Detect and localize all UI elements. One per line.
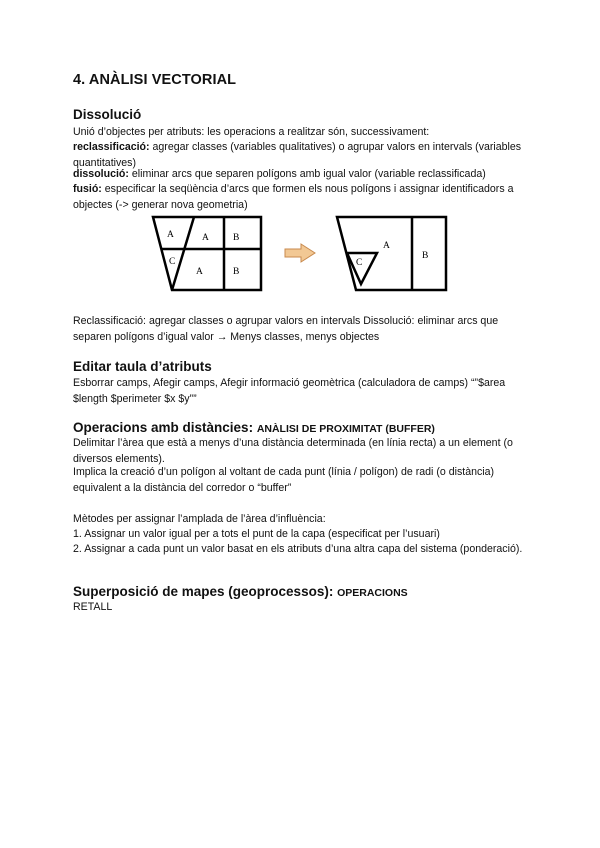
item-text: especificar la seqüència d’arcs que formen els nous polígons i assignar identificadors a objectes (-> generar nova geometria) <box>73 183 514 211</box>
dissolucio-intro: Unió d’objectes per atributs: les operacions a realitzar són, successivament: <box>73 126 430 138</box>
dissolucio-item-dissolucio <box>73 167 543 183</box>
editar-text: Esborrar camps, Afegir camps, Afegir informació geomètrica (calculadora de camps) “”$area $length $perimeter $x $y”” <box>73 377 506 405</box>
item-text: eliminar arcs que separen polígons amb igual valor (variable reclassificada) <box>128 168 486 180</box>
metode-item: 2. Assignar a cada punt un valor basat en els atributs d’una altra capa del sistema (ponderació). <box>73 543 523 555</box>
metodes-intro: Mètodes per assignar l’amplada de l’àrea d’influència: <box>73 513 326 525</box>
left-diagram <box>153 217 261 290</box>
item-label: reclassificació: <box>73 141 150 153</box>
operacions-para2: Implica la creació d’un polígon al voltant de cada punt (línia / polígon) de radi (o distància) equivalent a la distància del corredor o “buffer” <box>73 466 495 494</box>
region-label: A <box>167 230 174 240</box>
heading-main: Operacions amb distàncies: <box>73 420 257 435</box>
region-label: C <box>356 258 363 268</box>
region-label: B <box>233 233 240 243</box>
heading-dissolucio: Dissolució <box>73 107 142 122</box>
heading-superposicio <box>73 584 408 599</box>
item-label: dissolució: <box>73 168 129 180</box>
region-label: B <box>233 267 240 277</box>
dissolucio-item-fusio <box>73 182 543 213</box>
item-text: agregar classes (variables qualitatives) o agrupar valors en intervals (variables quantitatives) <box>73 141 522 169</box>
region-label: B <box>422 251 429 261</box>
metode-item: 1. Assignar un valor igual per a tots el punt de la capa (especificat per l’usuari) <box>73 528 440 540</box>
heading-sub: ANÀLISI DE PROXIMITAT (BUFFER) <box>256 423 435 435</box>
page-title: 4. ANÀLISI VECTORIAL <box>73 72 237 88</box>
region-label: C <box>169 257 176 267</box>
right-diagram <box>337 217 446 290</box>
item-label: fusió: <box>73 183 102 195</box>
left-divider-slant <box>172 217 194 290</box>
heading-editar: Editar taula d’atributs <box>73 359 212 374</box>
left-outline <box>153 217 261 290</box>
region-label: A <box>383 241 390 251</box>
region-label: A <box>202 233 209 243</box>
dissolution-figure <box>140 210 460 300</box>
superposicio-text: RETALL <box>73 601 113 613</box>
heading-main: Superposició de mapes (geoprocessos): <box>73 584 338 599</box>
right-labels <box>356 241 428 268</box>
arrow-right-icon <box>285 244 315 262</box>
figure-caption: Reclassificació: agregar classes o agrupar valors en intervals Dissolució: eliminar arcs que separen polígons d’igual valor → Menys classes, menys objectes <box>73 315 499 343</box>
operacions-para1: Delimitar l’àrea que està a menys d’una distància determinada (en línia recta) a un element (o diversos elements). <box>73 437 513 465</box>
heading-sub: OPERACIONS <box>337 587 408 599</box>
heading-operacions <box>73 420 435 435</box>
region-label: A <box>196 267 203 277</box>
